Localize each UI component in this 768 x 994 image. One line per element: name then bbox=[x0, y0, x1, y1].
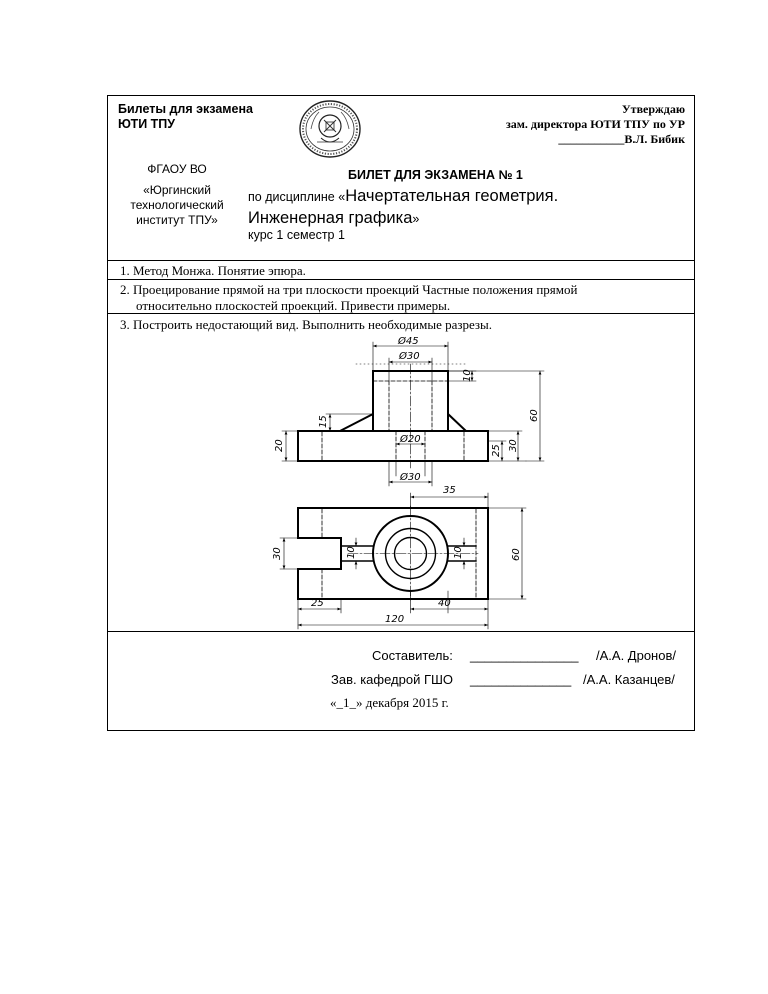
org-line-2: «Юргинский bbox=[143, 183, 211, 197]
question-2-line-1: 2. Проецирование прямой на три плоскости проекций Частные положения прямой bbox=[120, 282, 578, 297]
header-left-title: Билеты для экзамена bbox=[118, 102, 254, 116]
org-line-4: институт ТПУ» bbox=[136, 213, 218, 227]
org-line-1: ФГАОУ ВО bbox=[147, 162, 207, 176]
dim-d30-bottom: Ø30 bbox=[400, 472, 421, 483]
question-2-line-2: относительно плоскостей проекций. Привести примеры. bbox=[136, 298, 451, 313]
dim-60-plan: 60 bbox=[511, 548, 522, 561]
question-3: 3. Построить недостающий вид. Выполнить необходимые разрезы. bbox=[120, 317, 493, 332]
dim-20: 20 bbox=[274, 439, 285, 452]
dim-10-plan-right: 10 bbox=[453, 546, 464, 559]
dim-30-plan: 30 bbox=[272, 547, 283, 560]
dim-d30-top: Ø30 bbox=[399, 351, 420, 362]
dim-35: 35 bbox=[443, 485, 456, 496]
divider bbox=[108, 260, 694, 261]
ticket-title: БИЛЕТ ДЛЯ ЭКЗАМЕНА № 1 bbox=[348, 168, 523, 182]
dim-d20: Ø20 bbox=[400, 434, 421, 445]
compiler-label: Составитель: bbox=[372, 648, 453, 663]
university-seal-icon bbox=[297, 98, 363, 160]
dim-d45: Ø45 bbox=[398, 336, 419, 347]
exam-ticket bbox=[107, 95, 695, 731]
ticket-date: «_1_» декабря 2015 г. bbox=[330, 695, 449, 710]
question-2 bbox=[120, 282, 682, 314]
discipline bbox=[248, 186, 668, 230]
divider bbox=[108, 279, 694, 280]
dim-25-plan: 25 bbox=[311, 598, 324, 609]
head-label: Зав. кафедрой ГШО bbox=[331, 672, 454, 687]
header-left-subtitle: ЮТИ ТПУ bbox=[118, 117, 176, 131]
dim-40: 40 bbox=[438, 598, 451, 609]
dim-120: 120 bbox=[385, 614, 405, 625]
org-line-3: технологический bbox=[130, 198, 224, 212]
compiler-line: _______________ bbox=[470, 648, 579, 663]
approve-line-2: зам. директора ЮТИ ТПУ по УР bbox=[505, 117, 685, 131]
discipline-suffix: » bbox=[412, 212, 420, 226]
dim-10-front: 10 bbox=[462, 369, 473, 382]
dim-30-front: 30 bbox=[508, 439, 519, 452]
course-semester: курс 1 семестр 1 bbox=[248, 228, 345, 242]
head-name: /А.А. Казанцев/ bbox=[583, 672, 675, 687]
discipline-name-1: Начертательная геометрия. bbox=[345, 187, 559, 205]
head-line: ______________ bbox=[470, 672, 572, 687]
question-1: 1. Метод Монжа. Понятие эпюра. bbox=[120, 263, 306, 278]
dim-60-front: 60 bbox=[529, 409, 540, 422]
discipline-name-2: Инженерная графика bbox=[248, 209, 413, 227]
compiler-name: /А.А. Дронов/ bbox=[596, 648, 676, 663]
discipline-prefix: по дисциплине « bbox=[248, 190, 346, 204]
dim-25: 25 bbox=[491, 444, 502, 457]
approve-line-1: Утверждаю bbox=[621, 102, 685, 116]
approve-line-3: ___________В.Л. Бибик bbox=[558, 132, 685, 146]
technical-drawing bbox=[268, 336, 548, 630]
dim-10-plan-left: 10 bbox=[346, 546, 357, 559]
dim-15: 15 bbox=[318, 415, 329, 428]
divider bbox=[108, 631, 694, 632]
